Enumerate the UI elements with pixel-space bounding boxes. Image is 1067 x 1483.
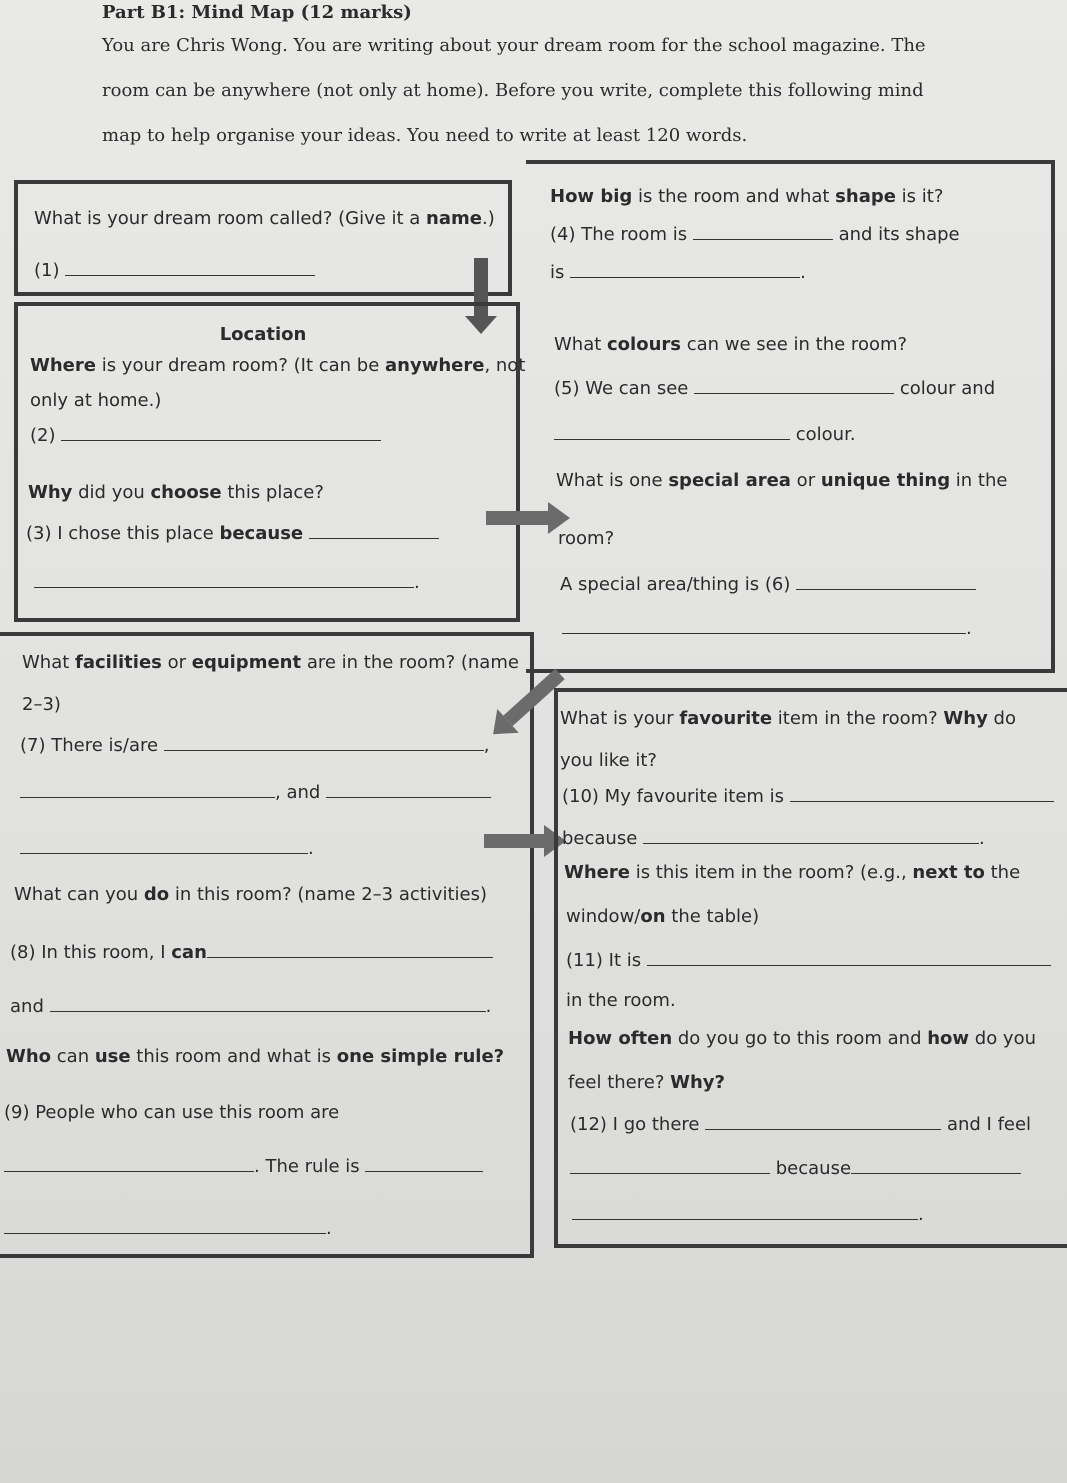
- answer-6-line-b[interactable]: [562, 632, 966, 634]
- frequency-question: How often do you go to this room and how do you: [568, 1028, 1037, 1049]
- answer-6-line-a[interactable]: [796, 588, 976, 590]
- answer-8-line-a[interactable]: [207, 956, 493, 958]
- favourite-question-line2: you like it?: [560, 750, 657, 771]
- answer-10-line-a[interactable]: [790, 800, 1054, 802]
- answer-9-line-c[interactable]: [4, 1232, 326, 1234]
- why-question: Why did you choose this place?: [28, 482, 324, 503]
- item-9-line3: .: [4, 1218, 332, 1239]
- item-8: (8) In this room, I can: [10, 942, 493, 963]
- facilities-question: What facilities or equipment are in the room? (name: [22, 652, 519, 673]
- item-10-line2: because .: [562, 828, 985, 849]
- item-11-line2: in the room.: [566, 990, 676, 1011]
- rule-question: Who can use this room and what is one simple rule?: [6, 1046, 505, 1067]
- location-item-question: Where is this item in the room? (e.g., next to the: [564, 862, 1021, 883]
- item-12: (12) I go there and I feel: [570, 1114, 1032, 1135]
- answer-5-line-a[interactable]: [694, 392, 894, 394]
- item-3-line2: .: [34, 572, 420, 593]
- header: [102, 2, 1002, 158]
- activities-question: What can you do in this room? (name 2–3 activities): [14, 884, 487, 905]
- intro-text: You are Chris Wong. You are writing about your dream room for the school magazine. The room can be anywhere (not only at home). Before you write, complete this following mind map to help organise your ideas. You need to write at least 120 words.: [102, 35, 926, 146]
- item-2: (2): [30, 425, 381, 446]
- colour-question: What colours can we see in the room?: [554, 334, 908, 355]
- page-title: Part B1: Mind Map (12 marks): [102, 2, 412, 23]
- answer-4-line-a[interactable]: [693, 238, 833, 240]
- item-6: A special area/thing is (6): [560, 574, 976, 595]
- item-12-line3: .: [572, 1204, 924, 1225]
- answer-12-line-b[interactable]: [570, 1172, 770, 1174]
- item-4: (4) The room is and its shape: [550, 224, 960, 245]
- answer-7-line-c[interactable]: [326, 796, 491, 798]
- answer-7-line-b[interactable]: [20, 796, 275, 798]
- answer-2-line[interactable]: [61, 439, 381, 441]
- answer-12-line-d[interactable]: [572, 1218, 918, 1220]
- name-question: What is your dream room called? (Give it a name.): [34, 208, 495, 229]
- answer-7-line-d[interactable]: [20, 852, 308, 854]
- answer-3-line-b[interactable]: [34, 586, 414, 588]
- item-11: (11) It is: [566, 950, 1051, 971]
- item-4-line2: is .: [550, 262, 806, 283]
- answer-3-line-a[interactable]: [309, 537, 439, 539]
- size-question: How big is the room and what shape is it?: [550, 186, 944, 207]
- answer-12-line-c[interactable]: [851, 1172, 1021, 1174]
- answer-12-line-a[interactable]: [705, 1128, 941, 1130]
- special-question: What is one special area or unique thing in the: [556, 470, 1008, 491]
- location-item-question-line2: window/on the table): [566, 906, 760, 927]
- answer-7-line-a[interactable]: [164, 749, 484, 751]
- item-10: (10) My favourite item is: [562, 786, 1054, 807]
- answer-9-line-b[interactable]: [365, 1170, 483, 1172]
- answer-5-line-b[interactable]: [554, 438, 790, 440]
- item-5: (5) We can see colour and: [554, 378, 996, 399]
- answer-4-line-b[interactable]: [570, 276, 800, 278]
- special-question-line2: room?: [558, 528, 615, 549]
- item-7-line2: , and: [20, 782, 491, 803]
- location-heading: Location: [219, 324, 307, 345]
- item-3: (3) I chose this place because: [26, 523, 439, 544]
- right-arrow-2: [484, 834, 544, 848]
- favourite-question: What is your favourite item in the room? Why do: [560, 708, 1016, 729]
- where-question: Where is your dream room? (It can be anywhere, not: [30, 355, 526, 376]
- answer-1-line[interactable]: [65, 274, 315, 276]
- item-7: (7) There is/are ,: [20, 735, 490, 756]
- item-9-line2: . The rule is: [4, 1156, 483, 1177]
- item-1: (1): [34, 260, 315, 281]
- answer-9-line-a[interactable]: [4, 1170, 254, 1172]
- item-9: (9) People who can use this room are: [4, 1102, 340, 1123]
- item-8-line2: and .: [10, 996, 492, 1017]
- item-6-line2: .: [562, 618, 972, 639]
- facilities-question-line2: 2–3): [22, 694, 61, 715]
- answer-11-line[interactable]: [647, 964, 1051, 966]
- item-7-line3: .: [20, 838, 314, 859]
- item-12-line2: because: [570, 1158, 1021, 1179]
- answer-10-line-b[interactable]: [643, 842, 979, 844]
- frequency-question-line2: feel there? Why?: [568, 1072, 725, 1093]
- answer-8-line-b[interactable]: [50, 1010, 486, 1012]
- where-question-line2: only at home.): [30, 390, 162, 411]
- item-5-line2: colour.: [554, 424, 856, 445]
